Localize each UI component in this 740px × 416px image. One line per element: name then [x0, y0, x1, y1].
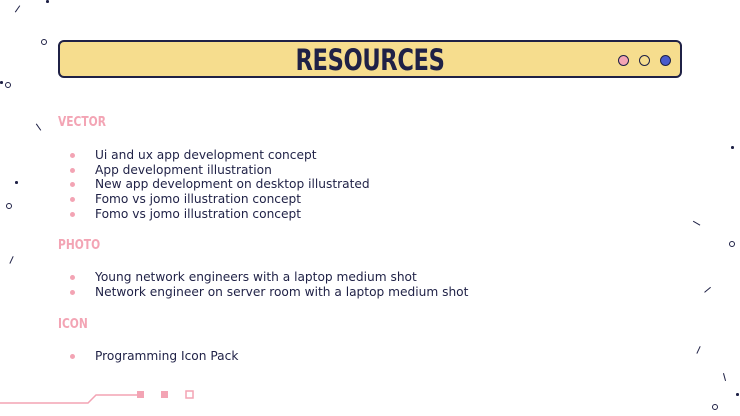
bullet-icon — [70, 197, 75, 202]
list-item-text: New app development on desktop illustrated — [95, 177, 370, 192]
dash-decoration-icon — [693, 220, 701, 225]
list-item-text: Young network engineers with a laptop medium shot — [95, 270, 417, 284]
window-dot-blue-icon — [660, 55, 671, 66]
list-item-text: Fomo vs jomo illustration concept — [95, 192, 302, 207]
title-bar — [58, 40, 682, 78]
bullet-icon — [70, 290, 75, 295]
list-item-text: Network engineer on server room with a laptop medium shot — [95, 284, 469, 299]
dash-decoration-icon — [9, 256, 14, 264]
dot-decoration-icon — [736, 393, 739, 396]
dot-decoration-icon — [731, 146, 734, 149]
list-item — [70, 349, 238, 364]
ring-decoration-icon — [6, 203, 12, 209]
bullet-icon — [70, 275, 75, 280]
ring-decoration-icon — [729, 241, 735, 247]
photo-list — [70, 270, 468, 299]
list-item — [70, 192, 370, 207]
bullet-icon — [70, 354, 75, 359]
icon-list — [70, 349, 238, 364]
dash-decoration-icon — [36, 123, 42, 130]
section-heading-photo: PHOTO — [58, 238, 101, 253]
dash-decoration-icon — [15, 5, 21, 12]
section-heading-vector: VECTOR — [58, 115, 106, 130]
section-heading-icon: ICON — [58, 317, 88, 332]
bullet-icon — [70, 212, 75, 217]
list-item-text: Fomo vs jomo illustration concept — [95, 206, 302, 221]
dot-decoration-icon — [0, 81, 3, 84]
list-item-text: App development illustration — [95, 162, 272, 177]
bullet-icon — [70, 153, 75, 158]
list-item — [70, 207, 370, 222]
dot-decoration-icon — [15, 181, 18, 184]
bullet-icon — [70, 168, 75, 173]
list-item — [70, 270, 468, 285]
dash-decoration-icon — [704, 287, 711, 293]
vector-list — [70, 148, 370, 222]
ring-decoration-icon — [5, 82, 11, 88]
circuit-line-decoration — [0, 380, 200, 410]
list-item-text: Programming Icon Pack — [95, 349, 239, 363]
dash-decoration-icon — [696, 346, 701, 354]
list-item — [70, 177, 370, 192]
window-dot-pink-icon — [618, 55, 629, 66]
list-item — [70, 148, 370, 163]
list-item-text: Ui and ux app development concept — [95, 148, 317, 162]
dot-decoration-icon — [46, 0, 49, 3]
list-item — [70, 285, 468, 300]
dash-decoration-icon — [723, 373, 726, 381]
bullet-icon — [70, 182, 75, 187]
ring-decoration-icon — [712, 404, 718, 410]
list-item — [70, 163, 370, 178]
page-title: RESOURCES — [295, 43, 445, 77]
window-dot-yellow-icon — [639, 55, 650, 66]
ring-decoration-icon — [41, 39, 47, 45]
